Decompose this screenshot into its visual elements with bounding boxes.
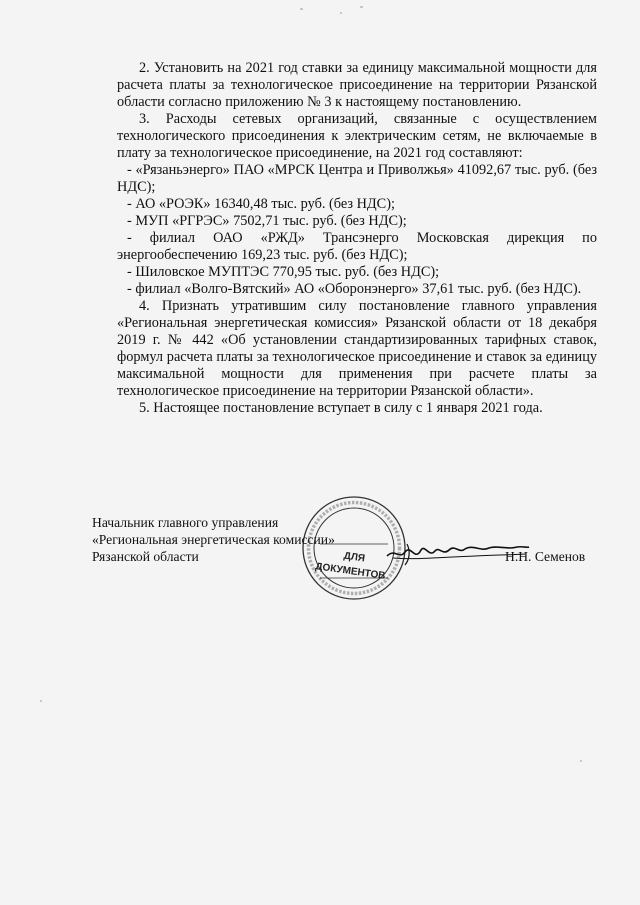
document-body	[117, 60, 597, 417]
expense-item: - Шиловское МУПТЭС 770,95 тыс. руб. (без НДС);	[127, 264, 440, 280]
seal-text-line2: ДОКУМЕНТОВ	[314, 561, 387, 582]
scan-speckle	[580, 760, 582, 762]
signer-name: Н.Н. Семенов	[505, 549, 586, 564]
paragraph-5: 5. Настоящее постановление вступает в силу с 1 января 2021 года.	[139, 400, 543, 416]
expense-item: - МУП «РГРЭС» 7502,71 тыс. руб. (без НДС);	[127, 213, 407, 229]
signer-title-line1: Начальник главного управления	[92, 515, 279, 530]
scan-speckle	[360, 6, 363, 8]
seal-text-line1: ДЛЯ	[343, 550, 366, 565]
paragraph-4: 4. Признать утратившим силу постановление главного управления «Региональная энергетическая комиссия» Рязанской области от 18 декабря 2019 г. № 442 «Об установлении стандартизированных тарифных ставок, формул расчета платы за технологическое присоединение и ставок за единицу максимальной мощности для применения при расчете платы за технологическое присоединение на территории Рязанской области».	[117, 298, 597, 399]
paragraph-2: 2. Установить на 2021 год ставки за единицу максимальной мощности для расчета платы за технологическое присоединение на территории Рязанской области согласно приложению № 3 к настоящему постановлению.	[117, 60, 597, 110]
scan-speckle	[40, 700, 42, 702]
scan-speckle	[340, 12, 342, 14]
signer-title-line2: «Региональная энергетическая комиссии»	[92, 532, 335, 547]
scan-speckle	[300, 8, 303, 10]
expense-item: - филиал «Волго-Вятский» АО «Оборонэнерго» 37,61 тыс. руб. (без НДС).	[127, 281, 582, 297]
expense-item: - «Рязаньэнерго» ПАО «МРСК Центра и Приволжья» 41092,67 тыс. руб. (без НДС);	[117, 162, 597, 195]
expense-item: - филиал ОАО «РЖД» Трансэнерго Московская дирекция по энергообеспечению 169,23 тыс. руб. (без НДС);	[117, 230, 597, 263]
expense-item: - АО «РОЭК» 16340,48 тыс. руб. (без НДС);	[127, 196, 395, 212]
signer-title-line3: Рязанской области	[92, 549, 199, 564]
signature-block	[92, 514, 335, 565]
paragraph-3: 3. Расходы сетевых организаций, связанные с осуществлением технологического присоединения к электрическим сетям, не включаемые в плату за технологическое присоединение, на 2021 год составляют:	[117, 111, 597, 161]
